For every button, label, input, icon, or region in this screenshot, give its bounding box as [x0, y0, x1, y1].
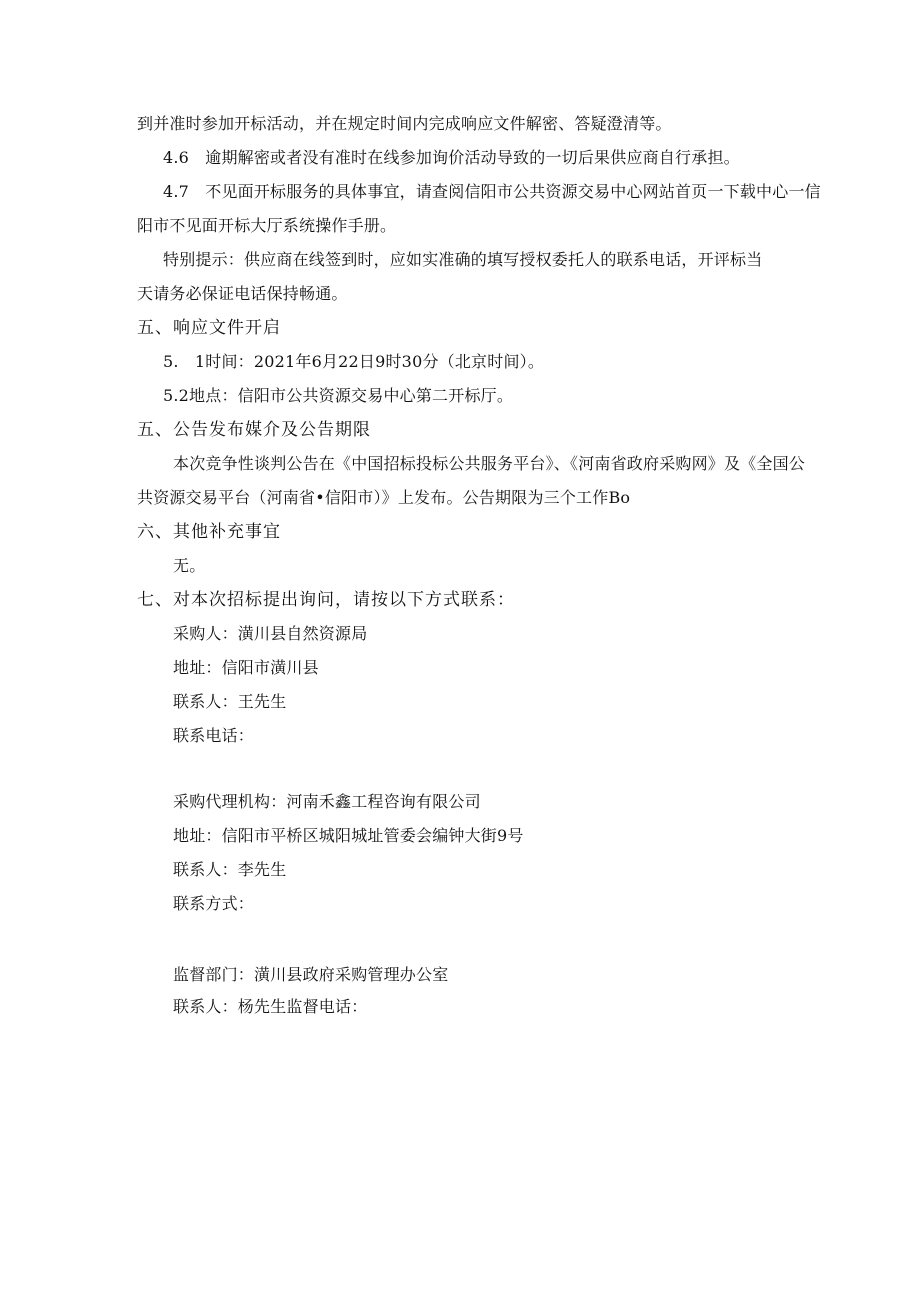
contact-line: 采购代理机构：河南禾鑫工程咨询有限公司	[173, 792, 481, 811]
paragraph-line: 4.6 逾期解密或者没有准时在线参加询价活动导致的一切后果供应商自行承担。	[163, 148, 740, 167]
special-notice-line: 天请务必保证电话保持畅通。	[137, 284, 348, 303]
section-heading: 五、响应文件开启	[137, 318, 281, 338]
contact-line: 联系方式：	[173, 894, 255, 913]
paragraph-line: 无。	[173, 556, 206, 575]
section-heading: 七、对本次招标提出询问，请按以下方式联系：	[137, 590, 515, 610]
section-heading: 六、其他补充事宜	[137, 522, 281, 542]
contact-line: 监督部门：潢川县政府采购管理办公室	[173, 965, 449, 984]
paragraph-line: 共资源交易平台（河南省•信阳市）》上发布。公告期限为三个工作Bo	[137, 488, 631, 507]
paragraph-line: 本次竞争性谈判公告在《中国招标投标公共服务平台》、《河南省政府采购网》及《全国公	[173, 454, 806, 473]
contact-line: 联系人：杨先生监督电话：	[173, 997, 368, 1016]
contact-line: 地址：信阳市平桥区城阳城址管委会编钟大街9号	[173, 826, 524, 845]
special-notice-line: 特别提示：供应商在线签到时，应如实准确的填写授权委托人的联系电话，开评标当	[163, 250, 763, 269]
contact-line: 联系人：李先生	[173, 860, 287, 879]
paragraph-line: 到并准时参加开标活动，并在规定时间内完成响应文件解密、答疑澄清等。	[137, 114, 672, 133]
contact-line: 地址：信阳市潢川县	[173, 658, 319, 677]
paragraph-line: 阳市不见面开标大厅系统操作手册。	[137, 216, 397, 235]
paragraph-line: 5.2地点：信阳市公共资源交易中心第二开标厅。	[163, 386, 514, 405]
paragraph-line: 5. 1时间：2021年6月22日9时30分（北京时间）。	[163, 352, 545, 371]
section-heading: 五、公告发布媒介及公告期限	[137, 420, 371, 440]
contact-line: 联系人：王先生	[173, 692, 287, 711]
contact-line: 联系电话：	[173, 726, 255, 745]
paragraph-line: 4.7 不见面开标服务的具体事宜，请查阅信阳市公共资源交易中心网站首页一下载中心一信	[163, 182, 821, 201]
contact-line: 采购人：潢川县自然资源局	[173, 624, 368, 643]
